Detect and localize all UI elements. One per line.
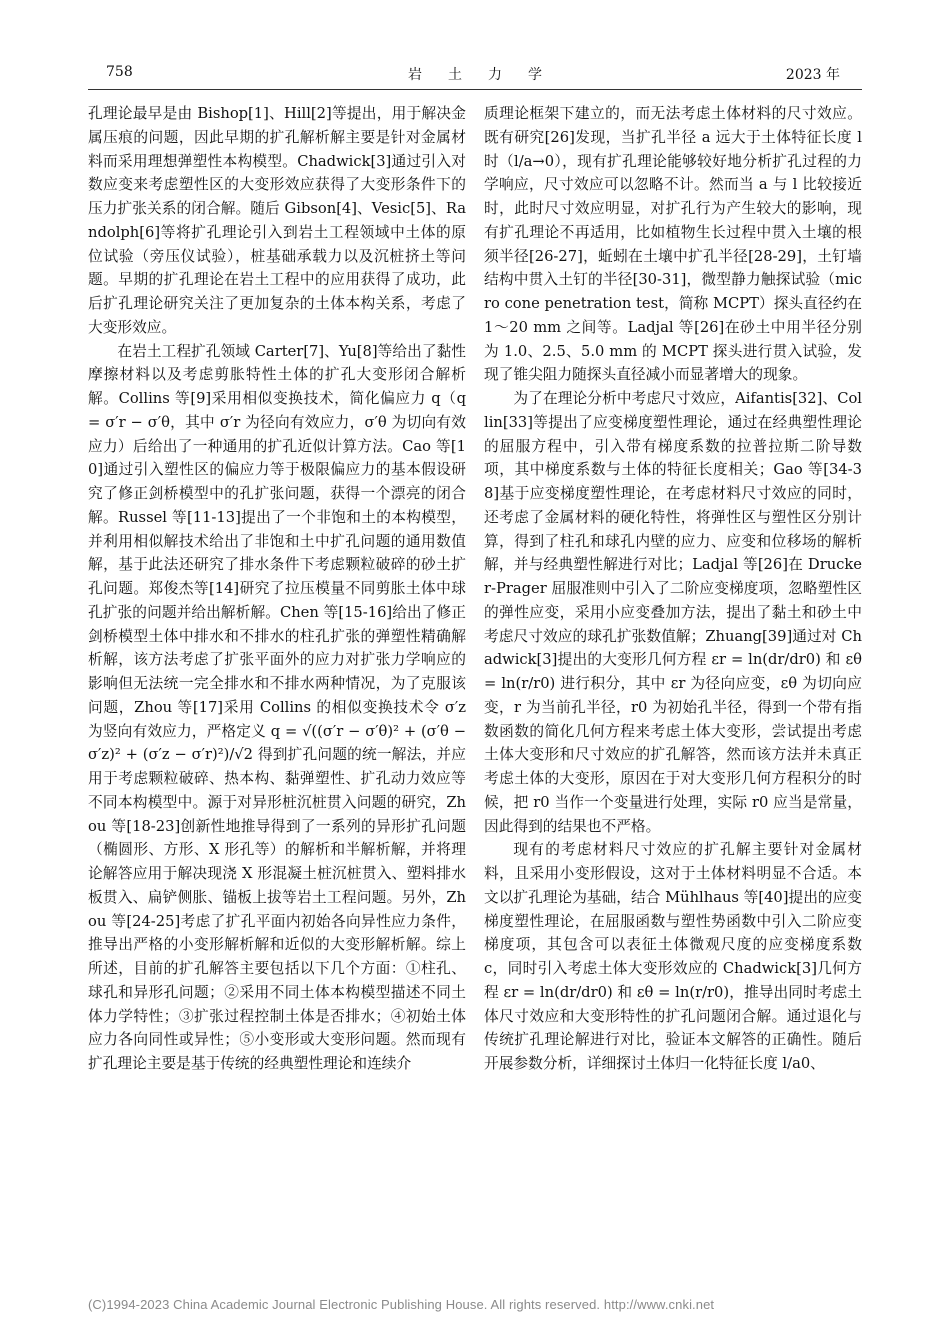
journal-title: 岩土力学 [408, 67, 568, 83]
page-number: 758 [106, 64, 133, 80]
right-column [484, 102, 862, 1076]
publication-year: 2023 年 [785, 67, 840, 83]
header-rule [88, 89, 862, 90]
copyright-footer: (C)1994-2023 China Academic Journal Electronic Publishing House. All rights reserved. http://www.cnki.net [88, 1297, 715, 1312]
left-column [88, 102, 466, 1076]
paragraph: 在岩土工程扩孔领域 Carter[7]、Yu[8]等给出了黏性摩擦材料以及考虑剪胀特性土体的扩孔大变形闭合解析解。Collins 等[9]采用相似变换技术，简化偏应力 q（q = σ′r − σ′θ，其中 σ′r 为径向有效应力，σ′θ 为切向有效应力）后给出了一种通用的扩孔近似计算方法。Cao 等[10]通过引入塑性区的偏应力等于极限偏应力的基本假设研究了修正剑桥模型中的孔扩张问题，获得一个漂亮的闭合解。Russel 等[11-13]提出了一个非饱和土的本构模型，并利用相似解技术给出了非饱和土中扩孔问题的通用数值解，基于此法还研究了排水条件下考虑颗粒破碎的砂土扩孔问题。郑俊杰等[14]研究了拉压模量不同剪胀土体中球孔扩张的问题并给出解析解。Chen 等[15-16]给出了修正剑桥模型土体中排水和不排水的柱孔扩张的弹塑性精确解析解，该方法考虑了扩张平面外的应力对扩张力学响应的影响但无法统一完全排水和不排水两种情况，为了克服该问题，Zhou 等[17]采用 Collins 的相似变换技术令 σ′z 为竖向有效应力，严格定义 q = √((σ′r − σ′θ)² + (σ′θ − σ′z)² + (σ′z − σ′r)²)/√2 得到扩孔问题的统一解法，并应用于考虑颗粒破碎、热本构、黏弹塑性、扩孔动力效应等不同本构模型中。源于对异形桩沉桩贯入问题的研究，Zhou 等[18-23]创新性地推导得到了一系列的异形扩孔问题（椭圆形、方形、X 形孔等）的解析和半解析解，并将理论解答应用于解决现浇 X 形混凝土桩沉桩贯入、塑料排水板贯入、扁铲侧胀、锚板上拔等岩土工程问题。另外，Zhou 等[24-25]考虑了扩孔平面内初始各向异性应力条件，推导出严格的小变形解析解和近似的大变形解析解。综上所述，目前的扩孔解答主要包括以下几个方面：①柱孔、球孔和异形孔问题；②采用不同土体本构模型描述不同土体力学特性；③扩张过程控制土体是否排水；④初始土体应力各向同性或异性；⑤小变形或大变形问题。然而现有扩孔理论主要是基于传统的经典塑性理论和连续介 [88, 342, 466, 1072]
paragraph: 为了在理论分析中考虑尺寸效应，Aifantis[32]、Collin[33]等提出了应变梯度塑性理论，通过在经典塑性理论的屈服方程中，引入带有梯度系数的拉普拉斯二阶导数项，其中梯度系数与土体的特征长度相关；Gao 等[34-38]基于应变梯度塑性理论，在考虑材料尺寸效应的同时，还考虑了金属材料的硬化特性，将弹性区与塑性区分别计算，得到了柱孔和球孔内壁的应力、应变和位移场的解析解，并与经典塑性解进行对比；Ladjal 等[26]在 Drucker-Prager 屈服准则中引入了二阶应变梯度项，忽略塑性区的弹性应变，采用小应变叠加方法，提出了黏土和砂土中考虑尺寸效应的球孔扩张数值解；Zhuang[39]通过对 Chadwick[3]提出的大变形几何方程 εr = ln(dr/dr0) 和 εθ = ln(r/r0) 进行积分，其中 εr 为径向应变，εθ 为切向应变，r 为当前孔半径，r0 为初始孔半径，得到一个带有指数函数的简化几何方程来考虑土体大变形，尝试提出考虑土体大变形和尺寸效应的扩孔解答，然而该方法并未真正考虑土体的大变形，原因在于对大变形几何方程积分的时候，把 r0 当作一个变量进行处理，实际 r0 应当是常量，因此得到的结果也不严格。 [484, 390, 862, 835]
paragraph: 质理论框架下建立的，而无法考虑土体材料的尺寸效应。既有研究[26]发现，当扩孔半径 a 远大于土体特征长度 l 时（l/a→0），现有扩孔理论能够较好地分析扩孔过程的力学响应，尺寸效应可以忽略不计。然而当 a 与 l 比较接近时，此时尺寸效应明显，对扩孔行为产生较大的影响，现有扩孔理论不再适用，比如植物生长过程中贯入土壤的根须半径[26-27]，蚯蚓在土壤中扩孔半径[28-29]，土钉墙结构中贯入土钉的半径[30-31]，微型静力触探试验（micro cone penetration test，简称 MCPT）探头直径约在 1～20 mm 之间等。Ladjal 等[26]在砂土中用半径分别为 1.0、2.5、5.0 mm 的 MCPT 探头进行贯入试验，发现了锥尖阻力随探头直径减小而显著增大的现象。 [484, 105, 862, 384]
paragraph: 现有的考虑材料尺寸效应的扩孔解主要针对金属材料，且采用小变形假设，这对于土体材料明显不合适。本文以扩孔理论为基础，结合 Mühlhaus 等[40]提出的应变梯度塑性理论，在屈服函数与塑性势函数中引入二阶应变梯度项，其包含可以表征土体微观尺度的应变梯度系数 c，同时引入考虑土体大变形效应的 Chadwick[3]几何方程 εr = ln(dr/dr0) 和 εθ = ln(r/r0)，推导出同时考虑土体尺寸效应和大变形特性的扩孔问题闭合解。通过退化与传统扩孔理论解进行对比，验证本文解答的正确性。随后开展参数分析，详细探讨土体归一化特征长度 l/a0、 [484, 841, 862, 1072]
paragraph: 孔理论最早是由 Bishop[1]、Hill[2]等提出，用于解决金属压痕的问题，因此早期的扩孔解析解主要是针对金属材料而采用理想弹塑性本构模型。Chadwick[3]通过引入对数应变来考虑塑性区的大变形效应获得了大变形条件下的压力扩张关系的闭合解。随后 Gibson[4]、Vesic[5]、Randolph[6]等将扩孔理论引入到岩土工程领域中土体的原位试验（旁压仪试验），桩基础承载力以及沉桩挤土等问题。早期的扩孔理论在岩土工程中的应用获得了成功，此后扩孔理论研究关注了更加复杂的土体本构关系，考虑了大变形效应。 [88, 105, 466, 336]
